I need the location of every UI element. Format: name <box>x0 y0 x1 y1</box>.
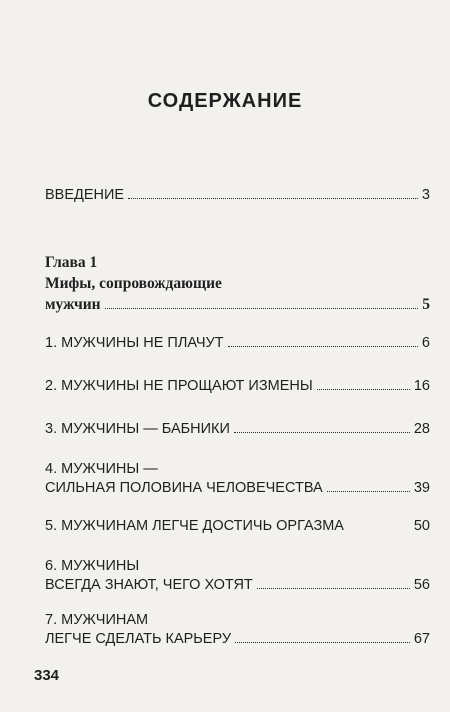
toc-entry-label: МУЖЧИНЫ НЕ ПЛАЧУТ <box>61 335 224 351</box>
chapter-title-line2: мужчин <box>45 296 101 313</box>
leader-dots <box>128 198 418 199</box>
toc-page-number: 50 <box>413 518 430 534</box>
leader-dots <box>257 588 410 589</box>
toc-page-number: 16 <box>413 378 430 394</box>
leader-dots <box>327 491 410 492</box>
toc-entry-label-line1: МУЖЧИНЫ <box>61 558 140 574</box>
toc-page-number: 39 <box>413 480 430 496</box>
toc-page-number: 5 <box>422 296 430 313</box>
chapter-label: Глава 1 <box>45 254 98 271</box>
leader-dots <box>347 529 411 530</box>
leader-dots <box>234 432 410 433</box>
toc-entry-label: МУЖЧИНЫ — БАБНИКИ <box>61 421 230 437</box>
toc-chapter-1[interactable] <box>45 252 430 315</box>
toc-entry-label: МУЖЧИНАМ ЛЕГЧЕ ДОСТИЧЬ ОРГАЗМА <box>61 518 344 534</box>
toc-page-number: 3 <box>421 187 430 203</box>
chapter-title-line1: Мифы, сопровождающие <box>45 275 222 292</box>
toc-page-number: 28 <box>413 421 430 437</box>
toc-entry-number: 1. <box>45 335 58 351</box>
toc-entry-6[interactable] <box>45 557 430 595</box>
bleed-through-text <box>40 28 430 59</box>
toc-entry-label-line2: ВСЕГДА ЗНАЮТ, ЧЕГО ХОТЯТ <box>45 577 253 593</box>
toc-entry-label-line2: ЛЕГЧЕ СДЕЛАТЬ КАРЬЕРУ <box>45 631 232 647</box>
toc-entry-number: 3. <box>45 421 58 437</box>
toc-entry-2[interactable] <box>45 377 430 396</box>
toc-page-number: 6 <box>421 335 430 351</box>
toc-page-number: 67 <box>413 631 430 647</box>
toc-entry-number: 2. <box>45 378 58 394</box>
toc-entry-7[interactable] <box>45 611 430 649</box>
toc-entry-label-line1: МУЖЧИНЫ — <box>61 461 158 477</box>
leader-dots <box>228 346 418 347</box>
toc-entry-label: МУЖЧИНЫ НЕ ПРОЩАЮТ ИЗМЕНЫ <box>61 378 313 394</box>
toc-entry-label-line2: СИЛЬНАЯ ПОЛОВИНА ЧЕЛОВЕЧЕСТВА <box>45 480 323 496</box>
toc-entry-label-line1: МУЖЧИНАМ <box>61 612 149 628</box>
toc-entry-1[interactable] <box>45 334 430 353</box>
page-number: 334 <box>34 667 60 684</box>
toc-title: СОДЕРЖАНИЕ <box>147 90 303 112</box>
toc-entry-number: 4. <box>45 461 58 477</box>
toc-entry-number: 6. <box>45 558 58 574</box>
toc-page-number: 56 <box>413 577 430 593</box>
toc-entry-number: 7. <box>45 612 58 628</box>
leader-dots <box>235 642 410 643</box>
toc-entry-4[interactable] <box>45 460 430 498</box>
leader-dots <box>317 389 410 390</box>
toc-entry-introduction[interactable] <box>45 186 430 205</box>
toc-entry-5[interactable] <box>45 517 430 536</box>
toc-entry-number: 5. <box>45 518 58 534</box>
toc-entry-label: ВВЕДЕНИЕ <box>45 187 125 203</box>
leader-dots <box>105 308 419 309</box>
toc-entry-3[interactable] <box>45 420 430 439</box>
